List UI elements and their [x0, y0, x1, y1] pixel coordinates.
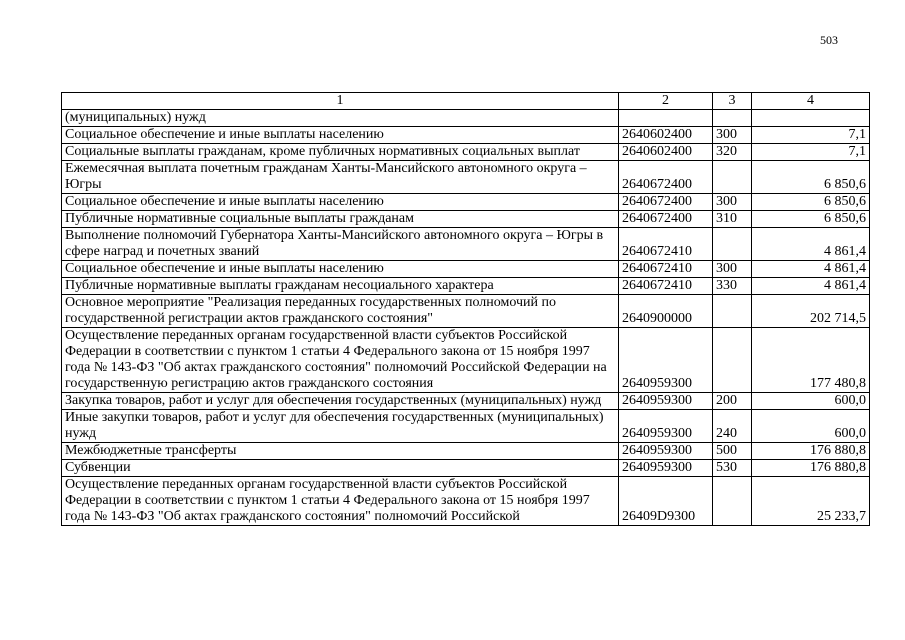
cell-name: Осуществление переданных органам государственной власти субъектов Российской Федерации в соответствии с пунктом 1 статьи 4 Федерального закона от 15 ноября 1997 года № 143-ФЗ "Об актах гражданского состояния" полномочий Российской Федерации на государственную регистрацию актов гражданского состояния: [62, 328, 619, 393]
cell-name: Иные закупки товаров, работ и услуг для обеспечения государственных (муниципальных) нужд: [62, 410, 619, 443]
cell-sum: 4 861,4: [752, 261, 870, 278]
header-cell-name: 1: [62, 93, 619, 110]
table-row: [62, 328, 870, 393]
cell-sum: 25 233,7: [752, 477, 870, 526]
cell-sum: 6 850,6: [752, 161, 870, 194]
cell-type: 530: [713, 460, 752, 477]
cell-code: 2640959300: [619, 460, 713, 477]
cell-sum: 6 850,6: [752, 211, 870, 228]
cell-type: 330: [713, 278, 752, 295]
table-row: [62, 443, 870, 460]
cell-type: 310: [713, 211, 752, 228]
cell-sum: 176 880,8: [752, 460, 870, 477]
table-row: [62, 228, 870, 261]
cell-sum: 7,1: [752, 127, 870, 144]
header-cell-type: 3: [713, 93, 752, 110]
table-row: [62, 278, 870, 295]
cell-code: 2640959300: [619, 393, 713, 410]
cell-type: [713, 110, 752, 127]
cell-code: 2640672410: [619, 278, 713, 295]
cell-code: 2640672410: [619, 261, 713, 278]
cell-type: [713, 477, 752, 526]
cell-name: Закупка товаров, работ и услуг для обеспечения государственных (муниципальных) нужд: [62, 393, 619, 410]
cell-code: 2640900000: [619, 295, 713, 328]
cell-type: [713, 228, 752, 261]
cell-sum: 202 714,5: [752, 295, 870, 328]
cell-sum: 600,0: [752, 393, 870, 410]
cell-type: 300: [713, 261, 752, 278]
cell-sum: 4 861,4: [752, 228, 870, 261]
cell-type: 300: [713, 194, 752, 211]
cell-name: Публичные нормативные выплаты гражданам несоциального характера: [62, 278, 619, 295]
table-row: [62, 393, 870, 410]
cell-sum: 6 850,6: [752, 194, 870, 211]
cell-sum: 600,0: [752, 410, 870, 443]
cell-type: 200: [713, 393, 752, 410]
header-cell-code: 2: [619, 93, 713, 110]
cell-name: Ежемесячная выплата почетным гражданам Ханты-Мансийского автономного округа – Югры: [62, 161, 619, 194]
budget-table: [61, 92, 870, 526]
cell-code: 2640672410: [619, 228, 713, 261]
table-row: [62, 410, 870, 443]
cell-name: Социальное обеспечение и иные выплаты населению: [62, 261, 619, 278]
cell-name: Выполнение полномочий Губернатора Ханты-Мансийского автономного округа – Югры в сфере наград и почетных званий: [62, 228, 619, 261]
table-row: [62, 477, 870, 526]
cell-code: 2640672400: [619, 194, 713, 211]
page-number: 503: [820, 33, 838, 47]
table-row: [62, 127, 870, 144]
table-row: [62, 110, 870, 127]
cell-code: 2640672400: [619, 161, 713, 194]
cell-code: 26409D9300: [619, 477, 713, 526]
cell-code: [619, 110, 713, 127]
table-row: [62, 144, 870, 161]
cell-name: (муниципальных) нужд: [62, 110, 619, 127]
cell-name: Социальное обеспечение и иные выплаты населению: [62, 127, 619, 144]
cell-sum: 177 480,8: [752, 328, 870, 393]
cell-type: 500: [713, 443, 752, 460]
cell-code: 2640672400: [619, 211, 713, 228]
cell-code: 2640959300: [619, 410, 713, 443]
cell-name: Осуществление переданных органам государственной власти субъектов Российской Федерации в соответствии с пунктом 1 статьи 4 Федерального закона от 15 ноября 1997 года № 143-ФЗ "Об актах гражданского состояния" полномочий Российской: [62, 477, 619, 526]
header-cell-sum: 4: [752, 93, 870, 110]
cell-name: Основное мероприятие "Реализация переданных государственных полномочий по государственной регистрации актов гражданского состояния": [62, 295, 619, 328]
cell-code: 2640959300: [619, 328, 713, 393]
table-header-row: [62, 93, 870, 110]
cell-name: Межбюджетные трансферты: [62, 443, 619, 460]
cell-type: 300: [713, 127, 752, 144]
cell-sum: 4 861,4: [752, 278, 870, 295]
table-row: [62, 460, 870, 477]
cell-name: Социальное обеспечение и иные выплаты населению: [62, 194, 619, 211]
cell-name: Публичные нормативные социальные выплаты гражданам: [62, 211, 619, 228]
cell-code: 2640959300: [619, 443, 713, 460]
table-row: [62, 194, 870, 211]
table-row: [62, 161, 870, 194]
table-row: [62, 211, 870, 228]
cell-sum: 176 880,8: [752, 443, 870, 460]
cell-sum: [752, 110, 870, 127]
cell-type: 320: [713, 144, 752, 161]
cell-type: [713, 295, 752, 328]
cell-code: 2640602400: [619, 127, 713, 144]
cell-sum: 7,1: [752, 144, 870, 161]
cell-type: [713, 328, 752, 393]
cell-name: Социальные выплаты гражданам, кроме публичных нормативных социальных выплат: [62, 144, 619, 161]
table-row: [62, 295, 870, 328]
cell-code: 2640602400: [619, 144, 713, 161]
table-row: [62, 261, 870, 278]
cell-type: 240: [713, 410, 752, 443]
cell-name: Субвенции: [62, 460, 619, 477]
cell-type: [713, 161, 752, 194]
